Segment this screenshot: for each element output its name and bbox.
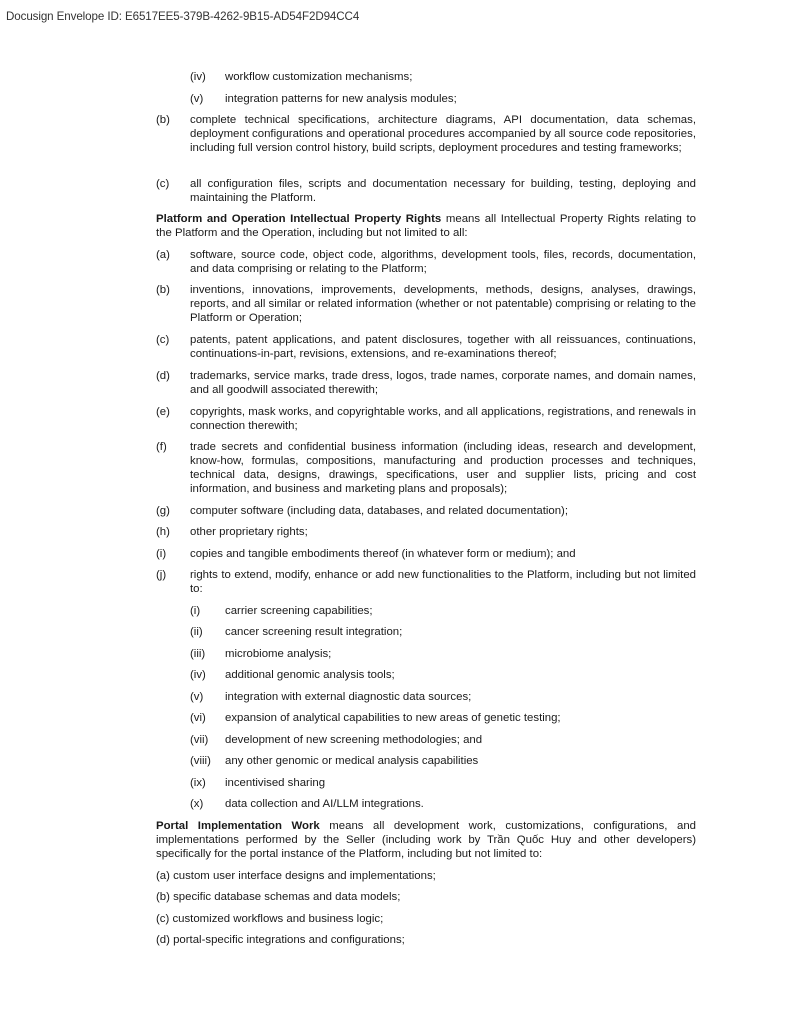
item-text: workflow customization mechanisms; — [225, 71, 413, 83]
item-label: (i) — [156, 548, 167, 560]
item-label: (ix) — [190, 777, 206, 789]
item-label: (e) — [156, 406, 170, 418]
item-text: cancer screening result integration; — [225, 626, 403, 638]
definition-text: means all Intellectual Property Rights relating to the Platform and the Operation, including but not limited to all: — [156, 213, 696, 239]
item-label: (b) — [156, 284, 170, 296]
item-text: complete technical specifications, architecture diagrams, API documentation, data schemas, deployment configurations and operational procedures accompanied by all source code repositories, including full version control history, build scripts, deployment procedures and testing frameworks; — [190, 114, 696, 154]
item-text: rights to extend, modify, enhance or add new functionalities to the Platform, including but not limited to: — [190, 569, 696, 595]
item-text: computer software (including data, databases, and related documentation); — [190, 505, 569, 517]
item-text: (a) custom user interface designs and implementations; — [156, 870, 436, 882]
definition-text: means all development work, customizations, configurations, and implementations performed by the Seller (including work by Trần Quốc Huy and other developers) specifically for the portal instance of the Platform, including but not limited to: — [156, 820, 696, 860]
item-label: (a) — [156, 249, 170, 261]
item-label: (iii) — [190, 648, 206, 660]
item-text: additional genomic analysis tools; — [225, 669, 395, 681]
item-text: carrier screening capabilities; — [225, 605, 373, 617]
item-label: (c) — [156, 178, 170, 190]
item-text: copyrights, mask works, and copyrightable works, and all applications, registrations, and renewals in connection therewith; — [190, 406, 696, 432]
item-text: (c) customized workflows and business logic; — [156, 913, 384, 925]
item-text: other proprietary rights; — [190, 526, 308, 538]
item-label: (g) — [156, 505, 170, 517]
item-label: (f) — [156, 441, 167, 453]
item-text: copies and tangible embodiments thereof (in whatever form or medium); and — [190, 548, 576, 560]
item-text: trade secrets and confidential business information (including ideas, research and development, know-how, formulas, compositions, manufacturing and production processes and techniques, technical data, designs, drawings, specifications, user and supplier lists, pricing and cost information, and business and marketing plans and proposals); — [190, 441, 696, 495]
item-text: trademarks, service marks, trade dress, logos, trade names, corporate names, and domain names, and all goodwill associated therewith; — [190, 370, 696, 396]
defined-term: Portal Implementation Work — [156, 820, 320, 832]
item-text: (d) portal-specific integrations and configurations; — [156, 934, 405, 946]
item-text: development of new screening methodologies; and — [225, 734, 483, 746]
item-text: integration with external diagnostic data sources; — [225, 691, 472, 703]
item-text: data collection and AI/LLM integrations. — [225, 798, 424, 810]
item-label: (iv) — [190, 669, 206, 681]
item-label: (x) — [190, 798, 204, 810]
item-label: (vii) — [190, 734, 209, 746]
item-text: integration patterns for new analysis modules; — [225, 93, 457, 105]
item-text: all configuration files, scripts and documentation necessary for building, testing, deploying and maintaining the Platform. — [190, 178, 696, 204]
item-label: (v) — [190, 93, 204, 105]
item-label: (ii) — [190, 626, 203, 638]
item-label: (d) — [156, 370, 170, 382]
portal-work-definition — [156, 819, 696, 861]
item-text: expansion of analytical capabilities to new areas of genetic testing; — [225, 712, 561, 724]
item-text: patents, patent applications, and patent disclosures, together with all reissuances, continuations, continuations-in-part, revisions, extensions, and re-examinations thereof; — [190, 334, 696, 360]
item-label: (i) — [190, 605, 201, 617]
item-text: software, source code, object code, algorithms, development tools, files, records, documentation, and data comprising or relating to the Platform; — [190, 249, 696, 275]
item-label: (viii) — [190, 755, 211, 767]
item-text: incentivised sharing — [225, 777, 326, 789]
item-text: inventions, innovations, improvements, developments, methods, designs, analyses, drawings, reports, and all similar or related information (whether or not patentable) comprising or relating to the Platform or Operation; — [190, 284, 696, 324]
docusign-envelope-id: Docusign Envelope ID: E6517EE5-379B-4262-9B15-AD54F2D94CC4 — [6, 10, 360, 23]
ip-rights-definition — [156, 212, 696, 240]
item-label: (v) — [190, 691, 204, 703]
item-label: (h) — [156, 526, 170, 538]
item-label: (vi) — [190, 712, 206, 724]
item-text: microbiome analysis; — [225, 648, 332, 660]
item-label: (c) — [156, 334, 170, 346]
item-text: any other genomic or medical analysis capabilities — [225, 755, 479, 767]
item-label: (j) — [156, 569, 167, 581]
item-label: (b) — [156, 114, 170, 126]
item-text: (b) specific database schemas and data models; — [156, 891, 401, 903]
defined-term: Platform and Operation Intellectual Property Rights — [156, 213, 442, 225]
item-label: (iv) — [190, 71, 206, 83]
